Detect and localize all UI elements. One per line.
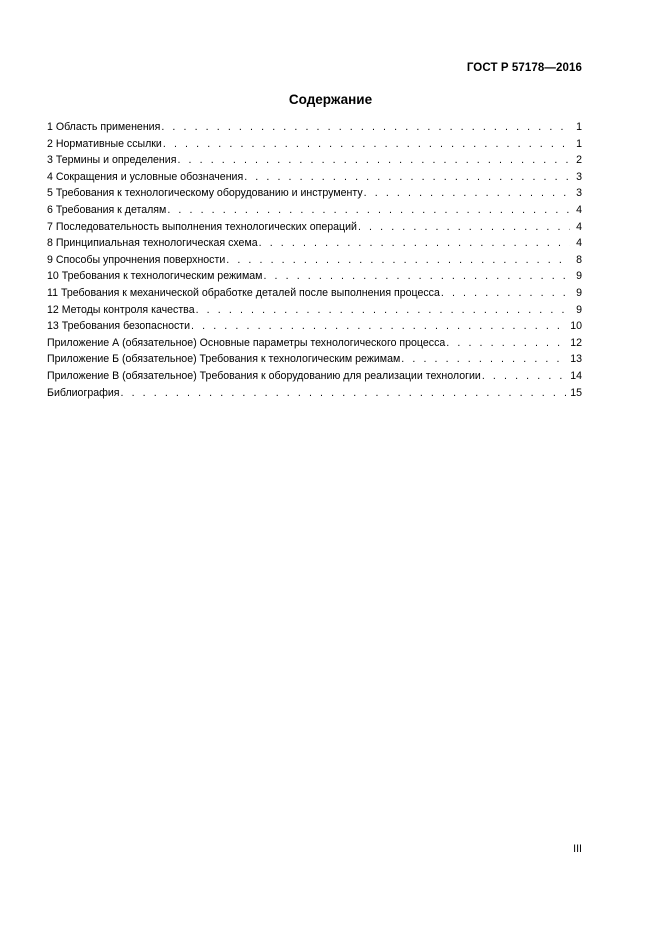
toc-entry-page: 8	[576, 253, 582, 266]
toc-entry[interactable]	[47, 385, 582, 402]
page-number: III	[573, 843, 582, 855]
toc-entry-title: 13 Требования безопасности	[47, 320, 191, 333]
dot-leader	[120, 385, 566, 402]
toc-entry-page: 12	[570, 336, 582, 349]
toc-entry-title: 8 Принципиальная технологическая схема	[47, 237, 258, 250]
document-code: ГОСТ Р 57178—2016	[466, 62, 582, 74]
toc-entry-page: 9	[576, 303, 582, 316]
toc-entry[interactable]	[47, 351, 582, 368]
toc-entry-title: Приложение А (обязательное) Основные параметры технологического процесса	[47, 336, 446, 349]
toc-entry-title: Приложение В (обязательное) Требования к оборудованию для реализации технологии	[47, 369, 481, 382]
toc-entry[interactable]	[47, 235, 582, 252]
toc-entry[interactable]	[47, 152, 582, 169]
dot-leader	[244, 169, 570, 186]
dot-leader	[364, 185, 570, 202]
dot-leader	[259, 235, 570, 252]
toc-entry[interactable]	[47, 368, 582, 385]
toc-entry-title: 1 Область применения	[47, 121, 161, 133]
toc-entry[interactable]	[47, 268, 582, 285]
toc-entry-page: 13	[570, 353, 582, 366]
toc-entry[interactable]	[47, 285, 582, 302]
dot-leader	[401, 351, 566, 368]
dot-leader	[482, 368, 566, 385]
toc-entry-page: 1	[576, 121, 582, 133]
dot-leader	[163, 136, 570, 153]
toc-entry-title: 12 Методы контроля качества	[47, 303, 195, 316]
toc-entry-page: 14	[570, 369, 582, 382]
dot-leader	[446, 335, 566, 352]
toc-entry[interactable]	[47, 185, 582, 202]
toc-entry[interactable]	[47, 136, 582, 153]
toc-entry-page: 2	[576, 154, 582, 167]
dot-leader	[441, 285, 570, 302]
toc-entry-page: 4	[576, 237, 582, 250]
dot-leader	[191, 318, 566, 335]
dot-leader	[177, 152, 570, 169]
toc-entry-title: 3 Термины и определения	[47, 154, 177, 167]
toc-entry[interactable]	[47, 119, 582, 136]
dot-leader	[263, 268, 570, 285]
toc-entry[interactable]	[47, 335, 582, 352]
toc-entry-title: 2 Нормативные ссылки	[47, 137, 162, 150]
toc-entry-title: 7 Последовательность выполнения технологических операций	[47, 220, 357, 233]
table-of-contents	[47, 119, 582, 401]
toc-entry[interactable]	[47, 219, 582, 236]
toc-entry-page: 9	[576, 270, 582, 283]
toc-entry-title: 5 Требования к технологическому оборудованию и инструменту	[47, 187, 363, 200]
toc-entry-page: 3	[576, 170, 582, 183]
toc-entry-title: 9 Способы упрочнения поверхности	[47, 253, 226, 266]
toc-entry-page: 15	[570, 386, 582, 399]
dot-leader	[161, 119, 570, 136]
toc-entry-title: 6 Требования к деталям	[47, 203, 167, 216]
toc-entry-page: 1	[576, 137, 582, 150]
toc-entry-page: 10	[570, 320, 582, 333]
dot-leader	[226, 252, 570, 269]
toc-entry[interactable]	[47, 302, 582, 319]
toc-entry-title: 11 Требования к механической обработке деталей после выполнения процесса	[47, 286, 440, 299]
toc-title: Содержание	[288, 92, 373, 107]
toc-entry-title: Библиография	[47, 386, 120, 399]
toc-entry[interactable]	[47, 169, 582, 186]
toc-entry[interactable]	[47, 318, 582, 335]
dot-leader	[196, 302, 570, 319]
toc-entry-page: 9	[576, 286, 582, 299]
toc-entry-page: 4	[576, 203, 582, 216]
toc-entry-page: 4	[576, 220, 582, 233]
toc-entry-title: 4 Сокращения и условные обозначения	[47, 170, 244, 183]
toc-entry[interactable]	[47, 202, 582, 219]
dot-leader	[167, 202, 570, 219]
dot-leader	[358, 219, 570, 236]
toc-entry-title: 10 Требования к технологическим режимам	[47, 270, 263, 283]
toc-entry[interactable]	[47, 252, 582, 269]
toc-entry-page: 3	[576, 187, 582, 200]
toc-entry-title: Приложение Б (обязательное) Требования к технологическим режимам	[47, 353, 401, 366]
